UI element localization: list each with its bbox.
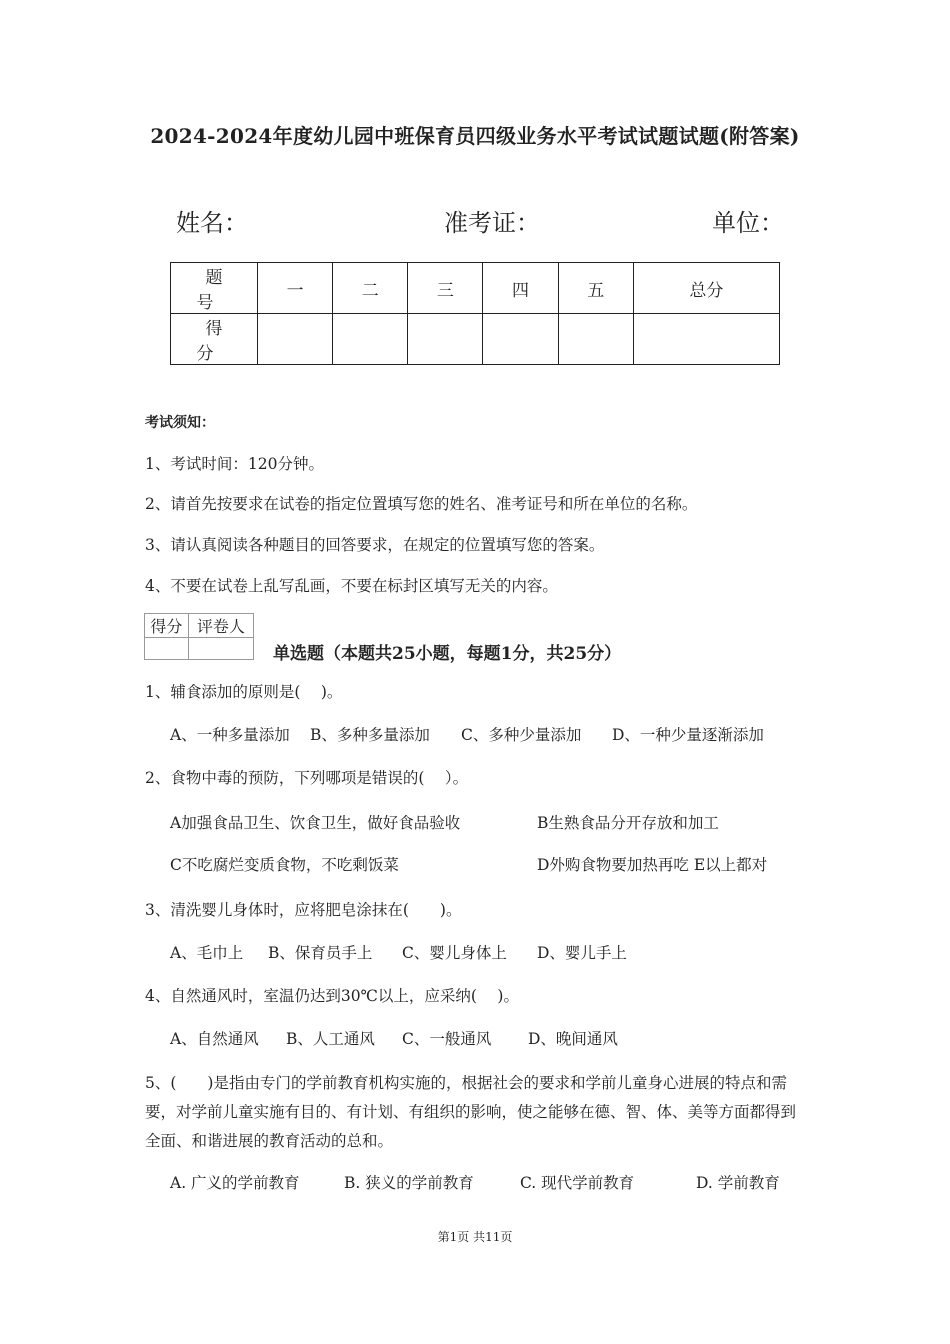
answer-option[interactable]: D、婴儿手上 [537,944,627,962]
notice-item: 3、请认真阅读各种题目的回答要求，在规定的位置填写您的答案。 [145,536,605,554]
answer-option[interactable]: A、自然通风 [170,1030,259,1048]
answer-option[interactable]: A、一种多量添加 [170,726,290,744]
score-input-cell[interactable] [558,314,633,365]
answer-option[interactable]: B. 狭义的学前教育 [344,1174,474,1192]
answer-option[interactable]: B、多种多量添加 [310,726,430,744]
answer-option[interactable]: B、保育员手上 [268,944,373,962]
score-input-cell[interactable] [483,314,558,365]
answer-option[interactable]: A加强食品卫生、饮食卫生，做好食品验收 [170,814,461,832]
answer-option[interactable]: C不吃腐烂变质食物，不吃剩饭菜 [170,856,399,874]
answer-option[interactable]: D、一种少量逐渐添加 [612,726,764,744]
question-stem: 1、辅食添加的原则是( )。 [145,683,343,701]
answer-option[interactable]: D、晚间通风 [528,1030,618,1048]
answer-option[interactable]: D. 学前教育 [696,1174,780,1192]
answer-option[interactable]: C、婴儿身体上 [402,944,507,962]
answer-option[interactable]: C、一般通风 [402,1030,492,1048]
question-stem: 5、( )是指由专门的学前教育机构实施的，根据社会的要求和学前儿童身心进展的特点和需要，对学前儿童实施有目的、有计划、有组织的影响，使之能够在德、智、体、美等方面都得到全面、和谐进展的教育活动的总和。 [145,1074,797,1150]
score-table-row-label: 题 号 [171,263,258,314]
score-table-cell: 二 [333,263,408,314]
grader-score-cell[interactable] [145,638,189,660]
question-stem: 4、自然通风时，室温仍达到30℃以上，应采纳( )。 [145,987,519,1005]
answer-option[interactable]: B、人工通风 [286,1030,375,1048]
question-stem: 2、食物中毒的预防，下列哪项是错误的( ）。 [145,769,469,787]
question-stem: 3、清洗婴儿身体时，应将肥皂涂抹在( )。 [145,901,462,919]
answer-option[interactable]: D外购食物要加热再吃 E以上都对 [537,856,768,874]
notice-item: 4、不要在试卷上乱写乱画，不要在标封区填写无关的内容。 [145,577,558,595]
score-table-cell: 三 [408,263,483,314]
score-table-row-label: 得 分 [171,314,258,365]
score-table-cell: 总分 [633,263,779,314]
score-input-cell[interactable] [408,314,483,365]
exam-id-field-label: 准考证： [444,209,540,237]
score-table-header-row [171,263,780,314]
score-table-score-row [171,314,780,365]
notice-item: 1、考试时间：120分钟。 [145,455,324,473]
page-title: 2024-2024年度幼儿园中班保育员四级业务水平考试试题试题(附答案) [150,124,800,148]
score-table-cell: 四 [483,263,558,314]
answer-option[interactable]: C、多种少量添加 [461,726,582,744]
score-table-cell: 一 [258,263,333,314]
score-table-cell: 五 [558,263,633,314]
name-field-label: 姓名： [176,209,248,237]
answer-option[interactable]: A. 广义的学前教育 [170,1174,300,1192]
unit-field-label: 单位： [712,209,784,237]
score-input-cell[interactable] [633,314,779,365]
section-heading: 单选题（本题共25小题，每题1分，共25分） [273,644,622,664]
score-table [170,262,780,365]
grader-score-label: 得分 [145,614,189,638]
answer-option[interactable]: B生熟食品分开存放和加工 [537,814,719,832]
score-input-cell[interactable] [258,314,333,365]
grader-reviewer-cell[interactable] [188,638,253,660]
page-footer: 第1页 共11页 [437,1230,513,1244]
grader-box [144,613,254,660]
notice-item: 2、请首先按要求在试卷的指定位置填写您的姓名、准考证号和所在单位的名称。 [145,495,698,513]
answer-option[interactable]: C. 现代学前教育 [520,1174,635,1192]
score-input-cell[interactable] [333,314,408,365]
answer-option[interactable]: A、毛巾上 [170,944,244,962]
notice-heading: 考试须知： [145,415,215,431]
grader-reviewer-label: 评卷人 [188,614,253,638]
